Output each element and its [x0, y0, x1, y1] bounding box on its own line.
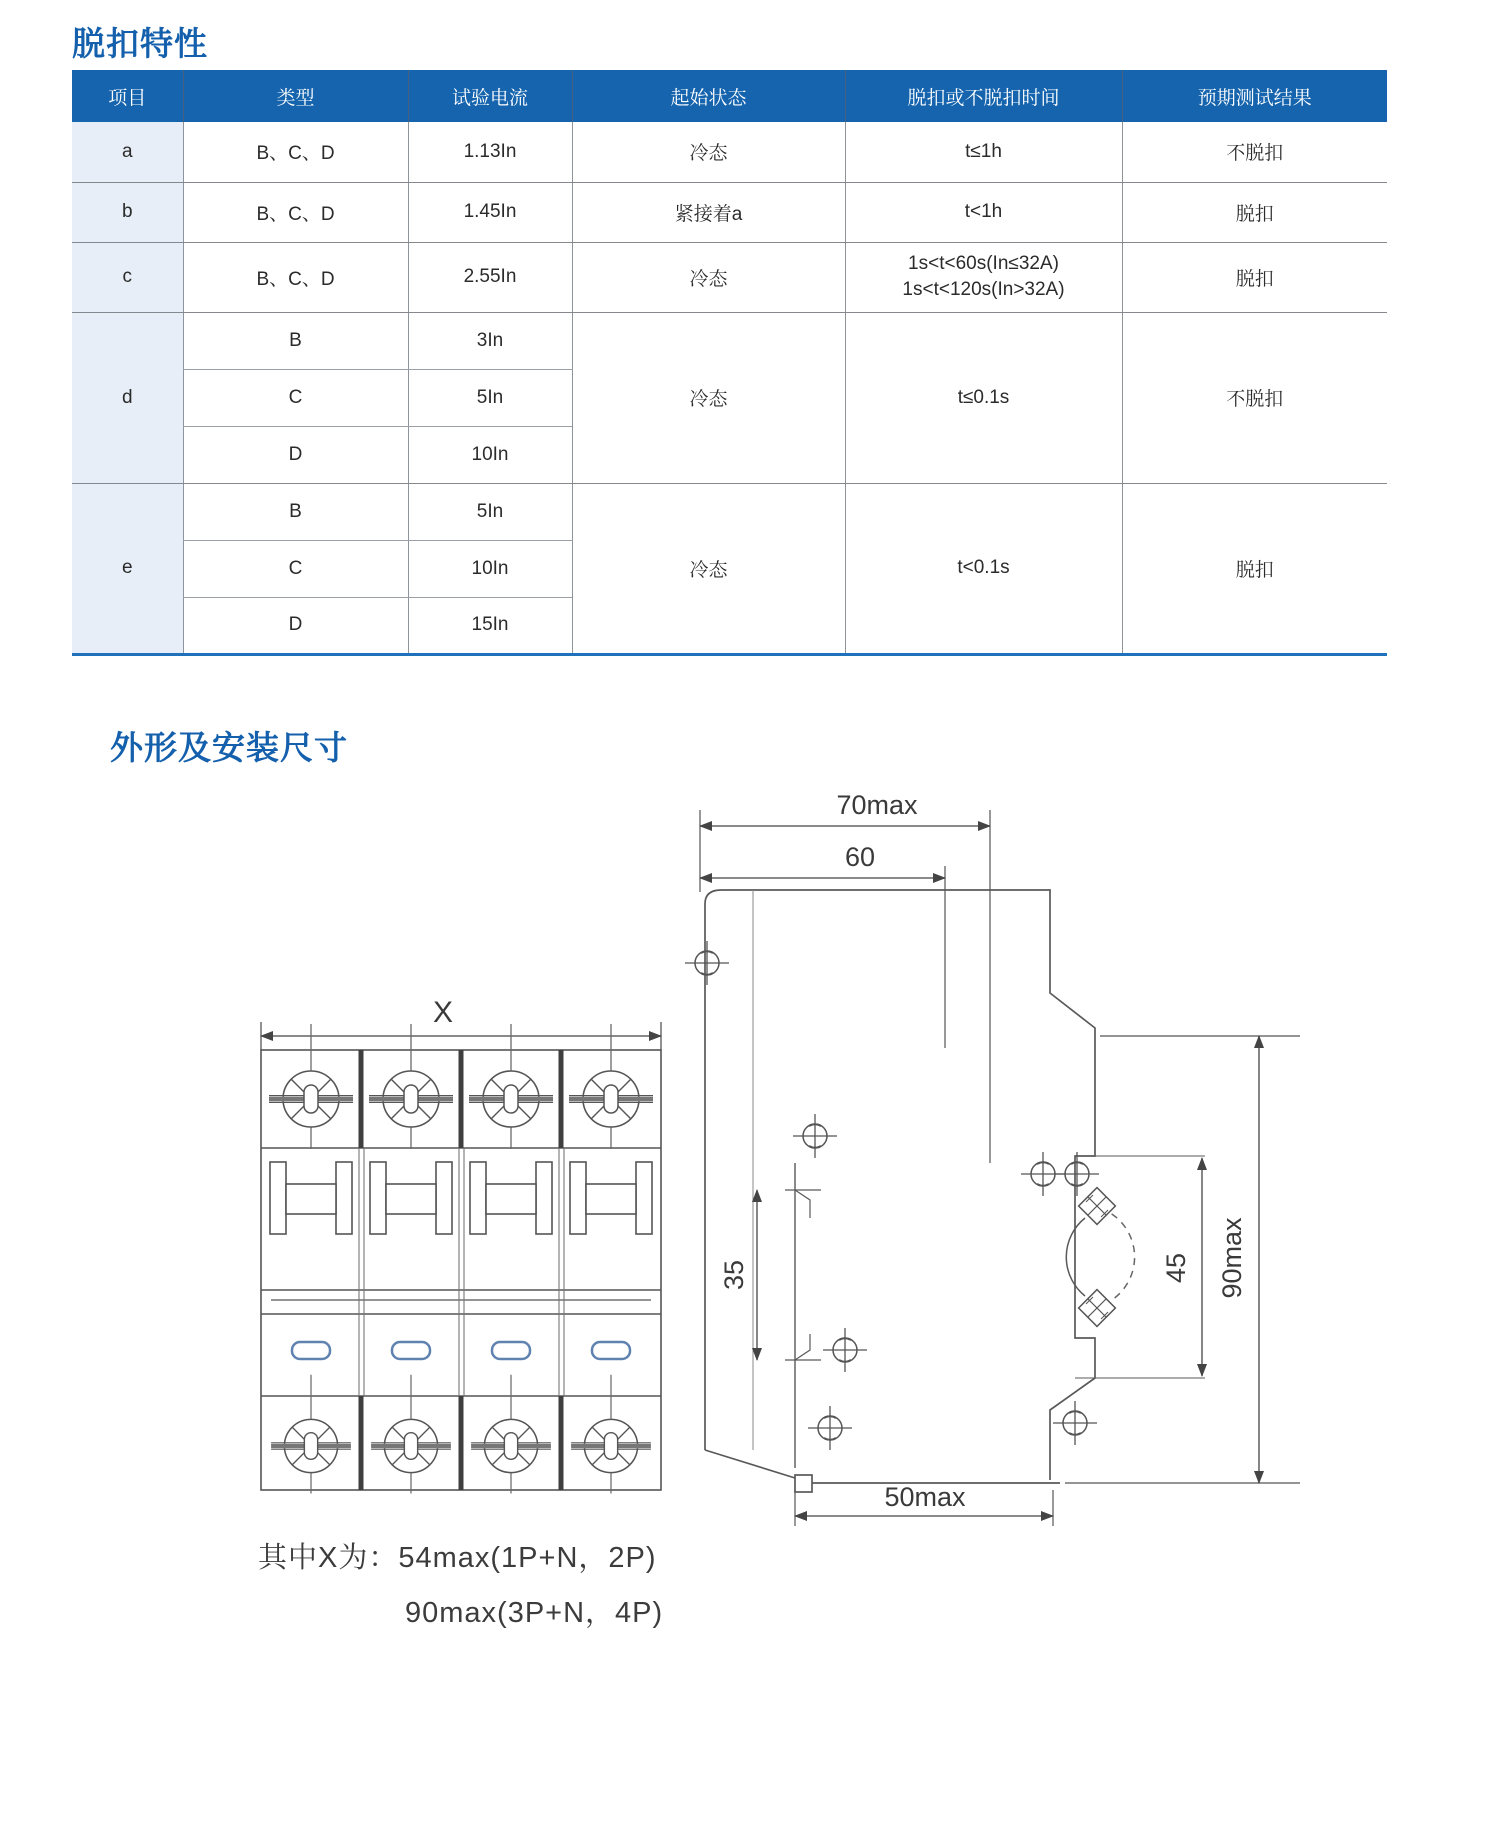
- indicator-windows: [292, 1342, 630, 1359]
- trip-characteristics-table: [72, 70, 1387, 656]
- cell-current: 1.13In: [408, 122, 572, 182]
- dimension-x: [261, 998, 661, 1050]
- dim-x-label: X: [432, 998, 454, 1029]
- cell-item: c: [72, 242, 183, 312]
- cell-time: [845, 242, 1122, 312]
- cell-result: 脱扣: [1122, 182, 1387, 242]
- toggle-handles: [270, 1162, 652, 1234]
- cell-result: 脱扣: [1122, 242, 1387, 312]
- cell-result: 不脱扣: [1122, 122, 1387, 182]
- cell-state: 冷态: [572, 312, 845, 483]
- wire-clamp: [1066, 1188, 1134, 1327]
- cell-time: t≤0.1s: [845, 312, 1122, 483]
- cell-state: 紧接着a: [572, 182, 845, 242]
- cell-type: C: [183, 540, 408, 597]
- header-expected-result: 预期测试结果: [1122, 70, 1387, 122]
- dimension-35: [719, 1190, 757, 1360]
- cell-item: d: [72, 312, 183, 483]
- cell-result: 脱扣: [1122, 483, 1387, 654]
- cell-type: B、C、D: [183, 122, 408, 182]
- cell-type: B: [183, 483, 408, 540]
- cell-current: 15In: [408, 597, 572, 654]
- cell-current: 1.45In: [408, 182, 572, 242]
- section-title-trip-characteristics: 脱扣特性: [72, 25, 208, 62]
- cell-current: 5In: [408, 483, 572, 540]
- time-condition-2: 1s<t<120s(In>32A): [902, 279, 1065, 300]
- dim-45-label: 45: [1161, 1252, 1191, 1284]
- table-row-a: [72, 122, 1387, 182]
- cell-type: B、C、D: [183, 182, 408, 242]
- dimension-50max: [795, 1482, 1053, 1526]
- section-title-dimensions: 外形及安装尺寸: [110, 729, 348, 766]
- dim-35-label: 35: [719, 1259, 749, 1291]
- front-view-caption: [258, 1535, 663, 1631]
- cell-item: a: [72, 122, 183, 182]
- table-header-row: [72, 70, 1387, 122]
- cell-type: B、C、D: [183, 242, 408, 312]
- caption-line-1: 其中X为：54max(1P+N，2P): [258, 1542, 657, 1574]
- cell-item: b: [72, 182, 183, 242]
- cell-type: B: [183, 312, 408, 369]
- cell-current: 5In: [408, 369, 572, 426]
- cell-result: 不脱扣: [1122, 312, 1387, 483]
- dim-90max-label: 90max: [1217, 1217, 1247, 1299]
- cell-type: D: [183, 426, 408, 483]
- cell-time: t<0.1s: [845, 483, 1122, 654]
- header-item: 项目: [72, 70, 183, 122]
- cell-item: e: [72, 483, 183, 654]
- cell-state: 冷态: [572, 122, 845, 182]
- header-test-current: 试验电流: [408, 70, 572, 122]
- dimension-45: [1161, 1158, 1202, 1376]
- front-view-drawing: [238, 998, 678, 1538]
- dimension-60: [700, 842, 945, 1048]
- cell-time: t≤1h: [845, 122, 1122, 182]
- cell-current: 10In: [408, 540, 572, 597]
- cell-current: 10In: [408, 426, 572, 483]
- cell-type: D: [183, 597, 408, 654]
- breaker-side-body: [705, 890, 1205, 1492]
- cell-type: C: [183, 369, 408, 426]
- header-trip-time: 脱扣或不脱扣时间: [845, 70, 1122, 122]
- table-row-e1: [72, 483, 1387, 540]
- table-row-b: [72, 182, 1387, 242]
- cell-current: 2.55In: [408, 242, 572, 312]
- cell-state: 冷态: [572, 483, 845, 654]
- cell-time: t<1h: [845, 182, 1122, 242]
- dim-50max-label: 50max: [884, 1482, 966, 1512]
- header-initial-state: 起始状态: [572, 70, 845, 122]
- dim-60-label: 60: [844, 842, 876, 872]
- table-row-c: [72, 242, 1387, 312]
- time-condition-1: 1s<t<60s(In≤32A): [908, 253, 1059, 274]
- table-row-d1: [72, 312, 1387, 369]
- side-view-drawing: [645, 778, 1345, 1568]
- dim-70max-label: 70max: [836, 790, 918, 820]
- cell-current: 3In: [408, 312, 572, 369]
- caption-line-2: 90max(3P+N，4P): [405, 1597, 664, 1629]
- cell-state: 冷态: [572, 242, 845, 312]
- header-type: 类型: [183, 70, 408, 122]
